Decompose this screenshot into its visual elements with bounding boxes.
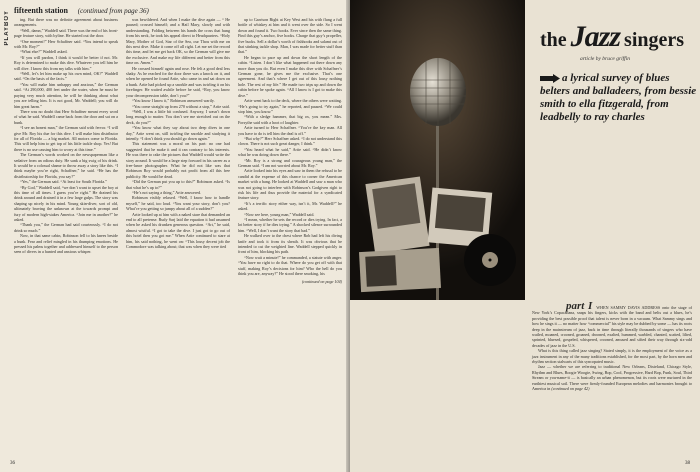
microphone-record-photo (350, 0, 525, 300)
continued-from-note: (continued from page 36) (77, 7, 149, 15)
article-title (540, 20, 684, 54)
story-paragraph: Robinson visibly relaxed. “Well, I know how to handle myself,” he said, too loud. “You want your story, don’t you? What’re you getting so jumpy about all of a sudden?” (126, 195, 230, 212)
title-jazz: Jazz (570, 20, 621, 53)
text-column-2 (126, 17, 230, 457)
deck-text: a lyrical survey of blues belters and balladeers, from bessie smith to ella fitzgerald, from leadbelly to ray charles (540, 72, 697, 123)
continued-to-note-left: (continued on page 104) (301, 278, 342, 284)
story-paragraph: “You come straight up from 270 without a stop,” Artie said. (132, 103, 230, 109)
story-paragraph: Artie looked into his eyes and saw in them the refusal to be candid at the expense of this chance to corner the American market with a bang. He looked at Waddell and saw a man who was not going to interfere with Robinson’s Godgiven right to risk his life and thus provide the material for a syndicated feature story. (238, 168, 342, 201)
story-paragraph: There was no doubt that Herr Schaffner meant every word of what he said. Waddell came back from the door and sat on a bunk. (14, 108, 118, 125)
article-deck (540, 72, 700, 124)
story-paragraph: Artie went back to the deck, where the others were waiting. “He’s going to try again,” he reported, and paused. “We could stop him, you know.” (238, 98, 342, 114)
magazine-name-vertical: PLAYBOY (4, 10, 10, 46)
story-title: fifteenth station (14, 6, 68, 15)
right-page (350, 0, 700, 472)
story-paragraph: “Well, let’s let him make up his own mind, OK?” Waddell said. “On the basis of the facts.” (14, 71, 118, 82)
story-paragraph: “Now wait a minute!” he commanded, a statute with anger. “You have no right to do that. Where do you get off with that stuff, making Roy’s decisions for him? Who the hell do you think you are, anyway?” He stood there smoking, his (238, 254, 342, 277)
story-paragraph: was bewildered. And when I make the dive again — “ He paused; crossed himself; and a Hail Mary, slowly and with understanding. Folding between his hands the cross that hung from his neck, he took his appeal direct to Headquarters. “Holy Mary, Mother of God, Star of the Sea, our Thou with me on this next dive. Make it come off all right. Let me set the record this time, and let me get back OK, so the German will give me the exclusive. And make my life different and better from this time on. Amen.” (126, 17, 230, 66)
continued-to-note-right: (continued on page 42) (551, 386, 590, 392)
story-paragraph: “Yes,” the German said. “At least for South Florida.” (20, 179, 108, 185)
story-paragraph: “You know what they say about two deep dives in one day,” Artie went on, still twirling the snorkle and studying it intently. “I don’t think you should go down again.” (126, 125, 230, 141)
text-column-1 (14, 17, 118, 457)
jazz-photo-illustration (350, 0, 525, 300)
story-paragraph: “He’s not saying a thing,” Artie answered. (132, 190, 202, 195)
story-paragraph: ing. But there was no definite agreement about business arrangements. (14, 17, 118, 28)
title-singers: singers (624, 29, 685, 51)
story-paragraph: “Thank you,” the German had said courteously. “I do not drink so much.” (14, 222, 118, 233)
article-byline: article by bruce griffin (580, 56, 630, 62)
story-paragraph: He walked over to the chest where Rob had left his diving knife and took it from its sheath. It was obvious that he intended to cut the weighted line. Waddell stepped quickly in front of him, blocking his path. (238, 233, 342, 255)
story-paragraph: “You know I know it,” Robinson answered warily. (132, 98, 215, 104)
story-paragraph: “But why?” Herr Schaffner asked. “I do not understand this clown. There is not such great danger, I think.” (238, 135, 342, 147)
story-paragraph: “You will make him unhappy and anxious,” the German said. “At 290,000, 400 feet under the water, when he must be paying very much attention, he will be thinking about what you are telling him. It is not good, Mr. Waddell; you will do him great harm.” (14, 81, 118, 109)
story-paragraph: Artie turned to Herr Schaffner. “You’re the key man. All you have to do is tell him the deal is off.” (238, 125, 342, 136)
story-paragraph: “Now see here, young man,” Waddell said. (244, 211, 315, 217)
story-paragraph: “I mean, whether he sets the record or dies trying. In fact, a lot better story if he dies trying.” A shocked silence surrounded him. “Well, I don’t want the story that bad.” (238, 217, 342, 233)
story-paragraph: He began to pace up and down the short length of the cabin. “Listen. I don’t like what happened out there down any more than you do. But even I make this dive with Schaffner’s German gone, he gives me the exclusive. That’s one agreement. And that’s where I get out of this lousy nothing hole. The rest of my life.” He made two trips up and down the cabin before he spoke again. “All I know is I got to make this dive.” (238, 54, 342, 98)
story-paragraph: “By God,” Waddell said, “we don’t want to upset the boy at this time of all times. I guess you’re right.” He drained his drink around and drained it in a few large gulps. The story was shaping up nicely in his mind. Young skin-diver, sort of old, ultimately braving the unknown at the towards prompt and fury of modern high-stakes America. “Join me in another?” he asked. (14, 184, 118, 223)
page-number-right: 38 (685, 461, 690, 466)
story-paragraph: The German’s words worked on the newspaperman like a sedative from an odious duty. He sank a big swig of his drink. It would be a colossal shame to throw away a story like this. “I think maybe you’re right, Schaffner,” he said. “He has the distributorship for Florida, you say?” (14, 152, 118, 179)
text-column-3 (238, 17, 342, 457)
story-paragraph: “You heard what he said,” Artie said. “He didn’t know what he was doing down there.” (238, 146, 342, 158)
body-paragraph-2: What is this thing called jazz singing? Stated simply, it is the employment of the voice as a jazz instrument in any of the many traditions established, for the most part, by the horn men and rhythm section stalwarts of this syncopated music. (532, 348, 692, 365)
part-label: part I (566, 300, 593, 312)
story-paragraph: “It’s a terrific story either way, isn’t it, Mr. Waddell?” he asked. (238, 200, 342, 212)
story-paragraph: This statement was a moral on his part: no one had suggested that he make it and it ran contrary to his interests. He was there to rake the pictures that Waddell would write the story around. It would be a large step forward in his career as a free-lance photographer. What he did not like was that Robinson Roy would probably not profit from all this free publicity. He would be dead. (126, 141, 230, 179)
story-paragraph: “Well, damn,” Waddell said. There was the end of his front-page feature story, with byline. He started out the door. (14, 27, 118, 39)
story-paragraph: “What else?” Waddell asked. (20, 49, 68, 55)
story-paragraph: “Did the German put you up to this?” Robinson asked. “Is that what he’s up to?” (126, 179, 230, 190)
story-paragraph: “Mr. Roy is a strong and courageous young man,” the German said. “I am not worried about Mr. Roy.” (238, 157, 342, 168)
body-lead: WHEN SAMMY DAVIS ADDRESS onto the stage of New York’s Copacabana, snaps his fingers, kicks with the band and belts out a blues, he’s providing the best possible proof that talent is never born in a vacuum. What Sammy sings and how he sings it — no matter how “commercial” his style may be dubbed by some — has its roots deep in the mainstream of jazz, back in time through literally thousands of singers who have wailed, moaned, crooned, groaned, drooned, exalted, hummed, warbled, chanted, scatted, lilted, sprinted, bluesed, gospeled, whispered, crooned, amused and sifted their way through six-odd decades of jazz in the U.S. (532, 305, 692, 348)
page-number-left: 36 (10, 461, 15, 466)
left-page-header (14, 6, 149, 15)
story-columns (14, 17, 342, 457)
story-paragraph: “Well, I was a little bit confused. Anyway, I wasn’t down long enough to matter. You don’t see me stretched out on the deck, do you?” (126, 108, 230, 125)
arrow-icon (540, 74, 560, 83)
body-paragraph-3: Jazz — whether we are referring to traditional New Orleans, Dixieland, Chicago Style, Rhythm and Blues, Boogie Woogie, Swing, Bop, Cool, Progressive, Hard Bop, Funk, Soul, Third Stream or you-name-it — is basically an urban phenomenon, but its roots were nurtured in the earthiest musical soil. There were firmly-founded European melodies and harmonies brought to America in (532, 364, 692, 392)
story-paragraph: He crossed himself again and rose. He felt a good deal less shaky. As he reached for the door there was a knock on it, and when he opened he found Artie, who came in and sat down on a bunk. Artie had picked up a snorkle and was twirling it on his forefinger. He waited awhile before he said, “Roy, you know your decompression table, don’t you?” (126, 65, 230, 98)
story-paragraph: Now, in that same cabin, Robinson fell to his knees beside a bunk. Fear and relief mingled in his thumping emotions. He pressed his palms together and addressed himself to the person seen of divers in a hunted and anxious whisper. (14, 233, 118, 255)
story-paragraph: “I see an honest man,” the German said with fervor. “I will give Mr. Roy his due for this dive. I will make him distributor for all of Florida — a big market. All motors come to Florida. This will help him to get top of his little tackle shop. Yes! But there is no use causing him to worry at this time.” (14, 125, 118, 152)
story-paragraph: “If you will pardon, I think it would be better if not. Mr. Roy is determined to make this dive. Whatever you tell him he will dive. I know this from my talks with him.” (14, 54, 118, 71)
story-paragraph: up to Garrison Bight at Key West and his with flung a full bottle of whiskey at him and it went over the side. So I went down and found it. Two hooks. Ever since then the same thing. Find this guy’s anchor, five hooks. Charge that guy’s propeller, five bucks. Sell a dollar’s worth of fishhooks and salami out of that stinking tackle shop. Man, I was made for better stuff than that.” (238, 17, 342, 55)
title-the: the (540, 29, 567, 51)
story-paragraph: “With a sledge hammer, that big ox, you mean.” Mrs. Forsythe said with a hoot of laughter. (238, 114, 342, 125)
article-body (532, 302, 692, 392)
story-paragraph: Artie looked up at him with a naked stare that demanded an end to all pretense. Rudy Sarj laid the equation it had assumed when he asked his drunken generous question. “Art,” he said, almost wistful. “I got to take the dive. I just got to go out of this hotel then you got me.” When Artie continued to stare at him, his said nothing, he went on: “This lousy decent job the Commodore was talking about; that was when they were tied (126, 211, 230, 250)
story-paragraph: “One moment!” Herr Schaffner said. “You intend to speak with Mr. Roy?” (14, 38, 118, 50)
